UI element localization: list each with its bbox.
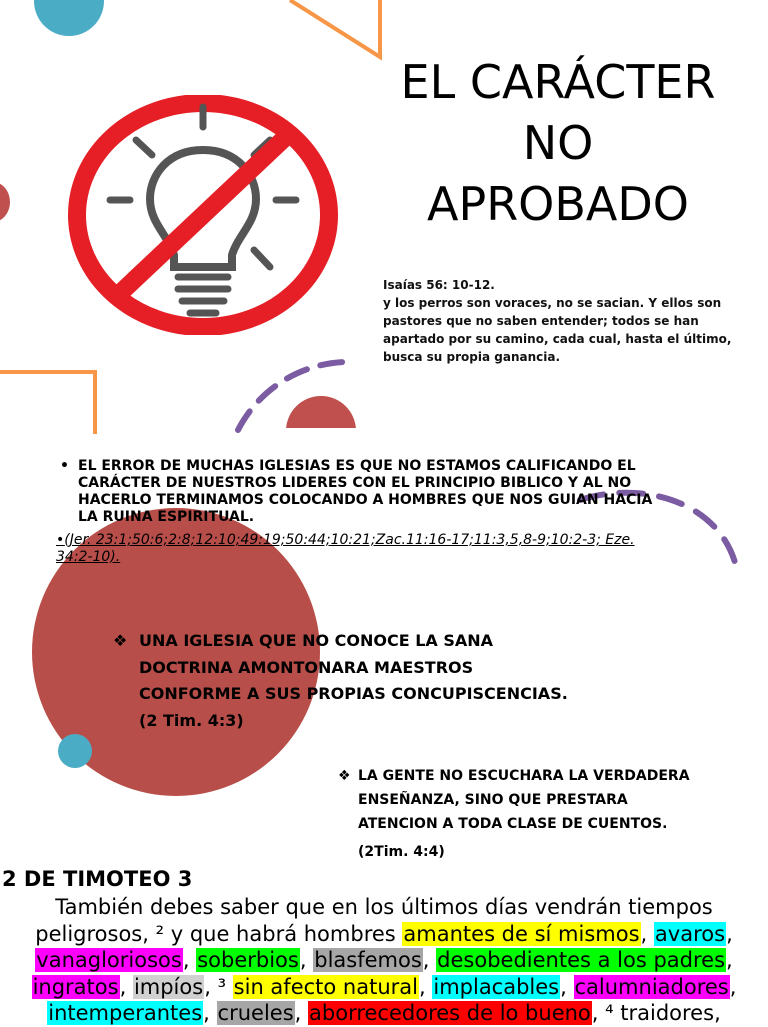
banned-lightbulb-icon xyxy=(68,95,338,335)
passage-text-run: y que habrá hombres xyxy=(164,921,403,946)
verse-number: ³ xyxy=(217,974,226,999)
scripture-references xyxy=(56,532,656,566)
point-3 xyxy=(338,764,738,864)
highlight-sin-afecto: sin afecto natural xyxy=(233,974,418,999)
passage-traidores: traidores xyxy=(620,1001,715,1025)
verse-block xyxy=(383,276,739,366)
highlight-implacables: implacables xyxy=(433,974,560,999)
highlight-desobedientes: desobedientes a los padres xyxy=(437,948,726,972)
point-3-line-1: LA GENTE NO ESCUCHARA LA VERDADERA xyxy=(358,768,690,784)
comma: , xyxy=(726,948,733,972)
verse-number: ² xyxy=(155,921,165,946)
highlight-ingratos: ingratos xyxy=(32,974,119,999)
comma: , xyxy=(560,974,567,999)
title-line-1: EL CARÁCTER xyxy=(400,55,716,109)
highlight-impios: impíos xyxy=(133,974,204,999)
verse-reference: Isaías 56: 10-12. xyxy=(383,278,495,292)
point-3-line-2: ENSEÑANZA, SINO QUE PRESTARA xyxy=(358,792,628,808)
bullet-dot: • xyxy=(60,458,69,474)
passage-text xyxy=(0,894,768,1027)
point-2-line-3: CONFORME A SUS PROPIAS CONCUPISCENCIAS. xyxy=(139,684,568,703)
highlight-aborrecedores: aborrecedores de lo bueno xyxy=(309,1001,591,1025)
point-1-text: EL ERROR DE MUCHAS IGLESIAS ES QUE NO ESTAMOS CALIFICANDO EL CARÁCTER DE NUESTROS LIDERES CON EL PRINCIPIO BIBLICO Y AL NO HACERLO TERMINAMOS COLOCANDO A HOMBRES QUE NOS GUIAN HACIA LA RUINA ESPIRITUAL. xyxy=(78,458,653,525)
refs-bullet: • xyxy=(56,532,65,548)
passage-heading: 2 DE TIMOTEO 3 xyxy=(2,867,193,891)
passage-text-run: peligrosos, xyxy=(35,921,149,946)
point-2 xyxy=(113,628,613,734)
comma: , xyxy=(591,1001,599,1025)
comma: , xyxy=(726,921,733,946)
point-2-line-2: DOCTRINA AMONTONARA MAESTROS xyxy=(139,657,474,677)
highlight-blasfemos: blasfemos xyxy=(314,948,422,972)
title-line-2: NO xyxy=(522,116,594,170)
point-2-line-1: UNA IGLESIA QUE NO CONOCE LA SANA xyxy=(139,631,494,650)
verse-text: y los perros son voraces, no se sacian. Y ellos son pastores que no saben entender; todos se han apartado por su camino, cada cual, hasta el último, busca su propia ganancia. xyxy=(383,296,732,364)
point-1 xyxy=(60,458,660,526)
comma: , xyxy=(204,974,211,999)
comma: , xyxy=(418,974,426,999)
point-3-ref: (2Tim. 4:4) xyxy=(358,844,445,860)
point-2-ref: (2 Tim. 4:3) xyxy=(139,710,244,730)
highlight-avaros: avaros xyxy=(654,921,726,946)
highlight-amantes: amantes de sí mismos xyxy=(403,921,640,946)
comma: , xyxy=(294,1001,302,1025)
diamond-bullet-icon: ❖ xyxy=(113,631,128,650)
comma: , xyxy=(422,948,430,972)
diamond-bullet-icon: ❖ xyxy=(338,768,351,784)
comma: , xyxy=(203,1001,210,1025)
comma: , xyxy=(714,1001,721,1025)
highlight-vanagloriosos: vanagloriosos xyxy=(36,948,182,972)
teal-circle-small xyxy=(58,734,92,768)
page-title xyxy=(380,52,736,235)
comma: , xyxy=(640,921,648,946)
highlight-crueles: crueles xyxy=(217,1001,294,1025)
highlight-intemperantes: intemperantes xyxy=(48,1001,203,1025)
highlight-calumniadores: calumniadores xyxy=(574,974,729,999)
point-3-line-3: ATENCION A TODA CLASE DE CUENTOS. xyxy=(358,816,668,832)
highlight-soberbios: soberbios xyxy=(197,948,299,972)
comma: , xyxy=(299,948,307,972)
comma: , xyxy=(119,974,127,999)
refs-text: (Jer. 23:1;50:6;2:8;12:10;49:19;50:44;10:21;Zac.11:16-17;11:3,5,8-9;10:2-3; Eze. 34:2-10). xyxy=(56,532,635,565)
verse-number: ⁴ xyxy=(605,1001,614,1025)
comma: , xyxy=(182,948,190,972)
passage-intro: También debes saber que en los últimos días vendrán tiempos xyxy=(55,895,713,919)
title-line-3: APROBADO xyxy=(426,177,690,231)
comma: , xyxy=(729,974,737,999)
